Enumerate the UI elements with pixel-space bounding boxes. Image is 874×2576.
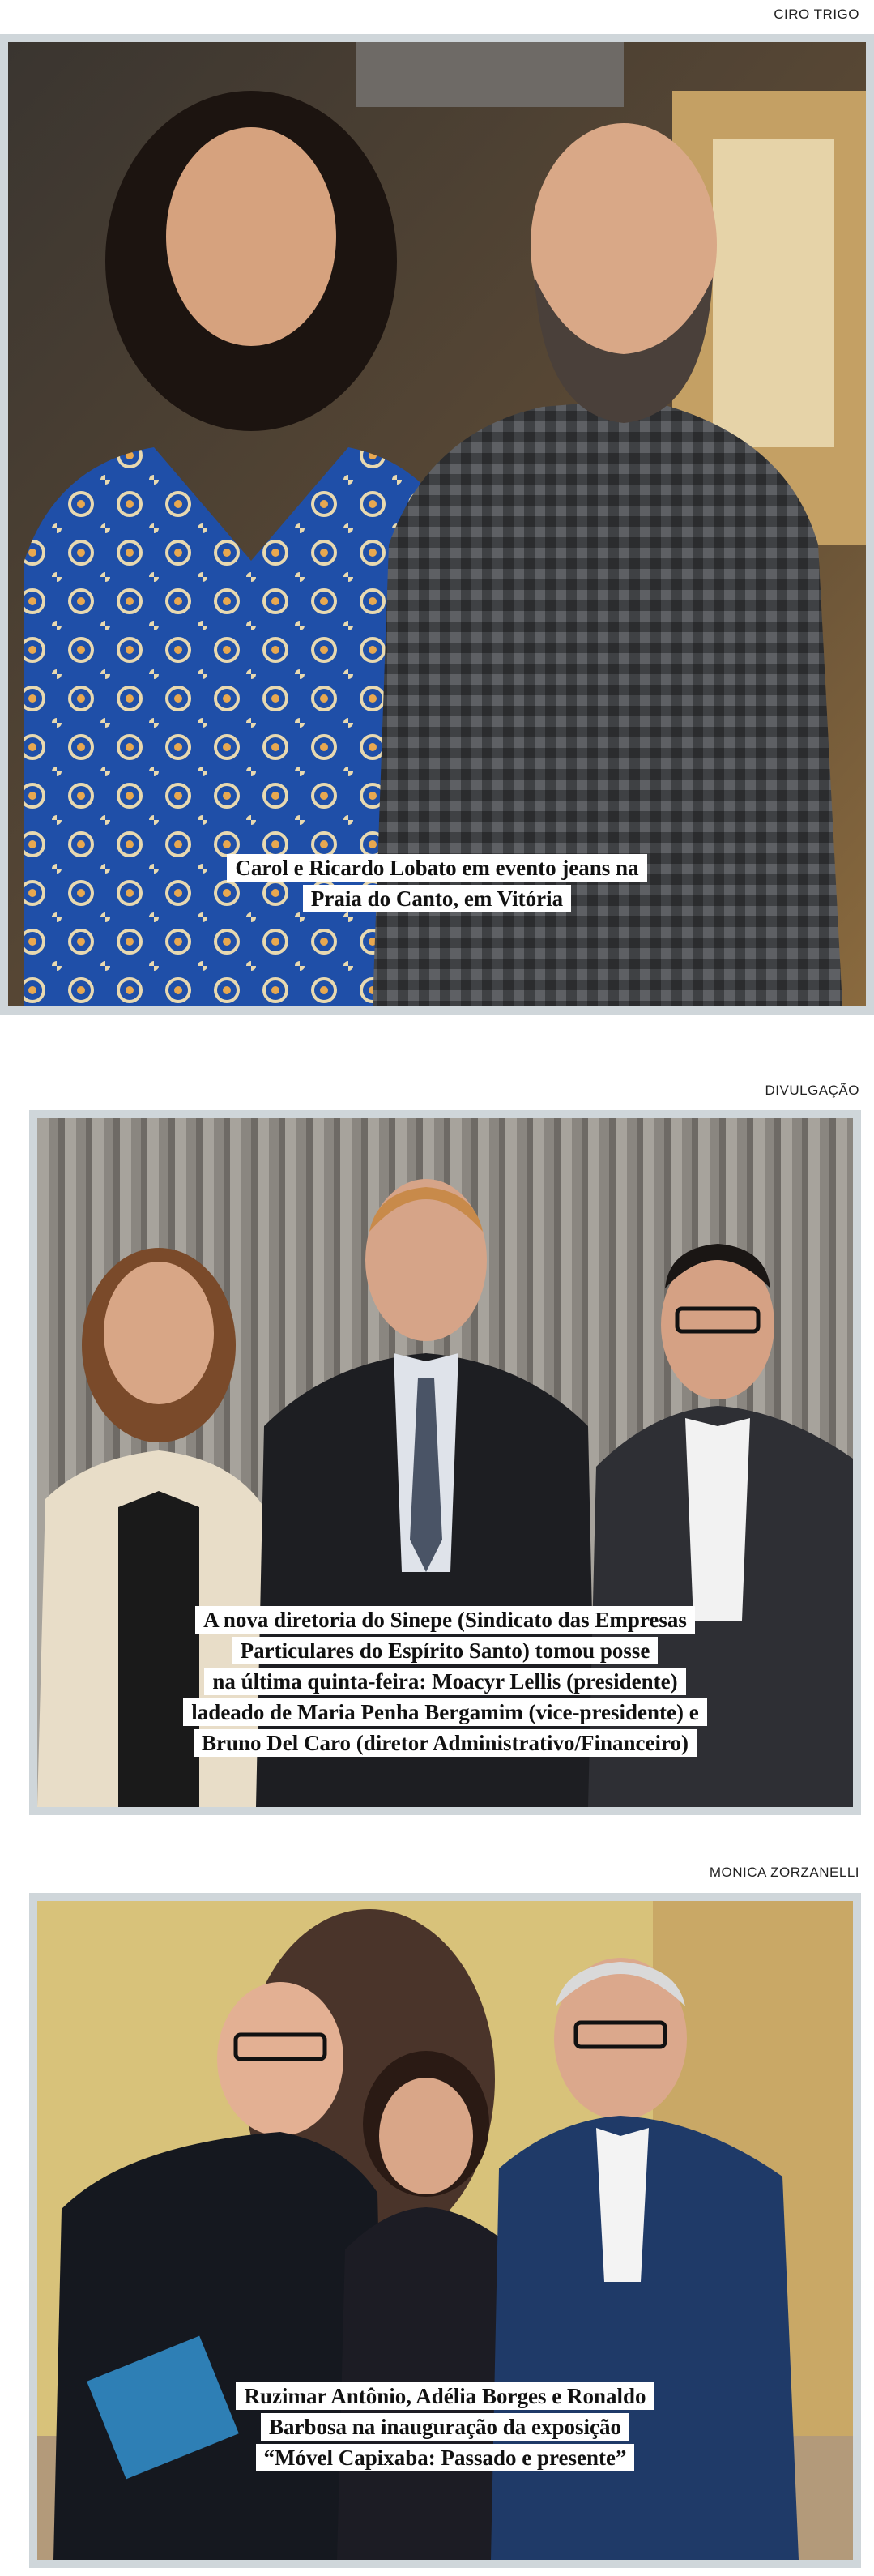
- photo-frame-3: [29, 1893, 861, 2568]
- caption-line: Bruno Del Caro (diretor Administrativo/Financeiro): [194, 1729, 697, 1757]
- caption-line: Ruzimar Antônio, Adélia Borges e Ronaldo: [236, 2382, 654, 2410]
- event-photo-1: [8, 42, 866, 1006]
- photo-caption-3: [37, 2381, 853, 2473]
- event-photo-2: [37, 1118, 853, 1807]
- photo-caption-1: [8, 852, 866, 914]
- event-photo-3: [37, 1901, 853, 2560]
- caption-line: “Móvel Capixaba: Passado e presente”: [256, 2444, 635, 2471]
- photo-caption-2: [37, 1604, 853, 1758]
- caption-line: Barbosa na inauguração da exposição: [261, 2413, 629, 2441]
- photo-frame-2: [29, 1110, 861, 1815]
- caption-line: A nova diretoria do Sinepe (Sindicato das Empresas: [195, 1606, 695, 1634]
- photo-credit-2: DIVULGAÇÃO: [765, 1083, 859, 1098]
- caption-line: Praia do Canto, em Vitória: [303, 885, 571, 912]
- photo-credit-3: MONICA ZORZANELLI: [709, 1865, 859, 1880]
- caption-line: Particulares do Espírito Santo) tomou posse: [232, 1637, 659, 1664]
- caption-line: Carol e Ricardo Lobato em evento jeans na: [227, 854, 646, 882]
- caption-line: ladeado de Maria Penha Bergamim (vice-presidente) e: [183, 1698, 706, 1726]
- photo-frame-1: [0, 34, 874, 1015]
- photo-credit-1: CIRO TRIGO: [774, 6, 859, 22]
- caption-line: na última quinta-feira: Moacyr Lellis (presidente): [204, 1668, 685, 1695]
